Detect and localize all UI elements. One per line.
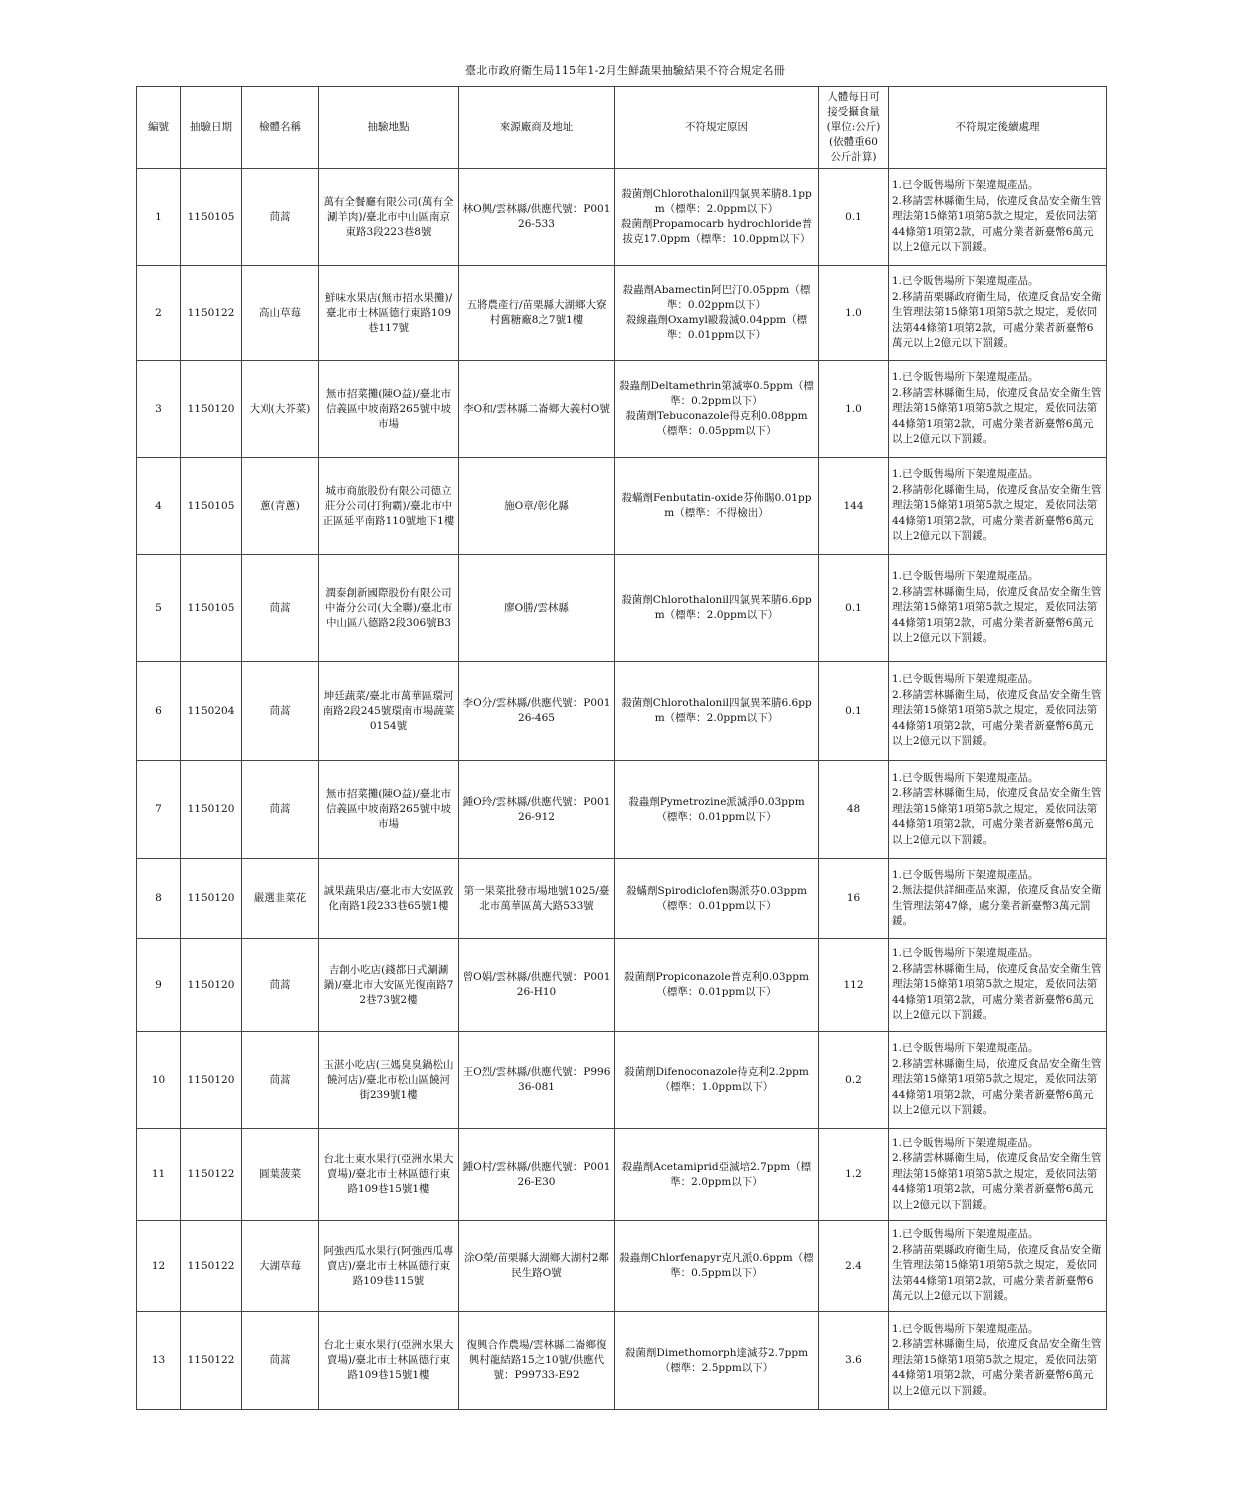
handling-line: 2.無法提供詳細產品來源，依違反食品安全衛生管理法第47條，處分業者新臺幣3萬元罰鍰。 (892, 884, 1102, 927)
handling-line: 1.已令販售場所下架違規產品。 (892, 947, 1039, 960)
cell-no: 7 (137, 761, 181, 859)
table-row (137, 555, 1107, 662)
cell-date: 1150120 (181, 761, 242, 859)
cell-reason (615, 761, 819, 859)
cell-place: 玉湛小吃店(三媽臭臭鍋松山饒河店)/臺北市松山區饒河街239號1樓 (319, 1032, 459, 1129)
cell-intake: 1.0 (819, 266, 889, 361)
reason-line: 殺蟲劑Acetamiprid亞滅培2.7ppm（標準：2.0ppm以下） (621, 1160, 812, 1188)
cell-place: 坤廷蔬菜/臺北市萬華區環河南路2段245號環南市場蔬菜0154號 (319, 662, 459, 761)
cell-date: 1150120 (181, 939, 242, 1032)
cell-source: 第一果菜批發市場地號1025/臺北市萬華區萬大路533號 (459, 859, 615, 939)
cell-place: 誠果蔬果店/臺北市大安區敦化南路1段233巷65號1樓 (319, 859, 459, 939)
cell-place: 萬有全餐廳有限公司(萬有全涮羊肉)/臺北市中山區南京東路3段223巷8號 (319, 169, 459, 266)
cell-intake: 1.2 (819, 1129, 889, 1221)
table-header-row (137, 87, 1107, 169)
table-row (137, 761, 1107, 859)
reason-line: 殺菌劑Difenoconazole待克利2.2ppm（標準：1.0ppm以下） (624, 1066, 809, 1093)
cell-source: 復興合作農場/雲林縣二崙鄉復興村龍結路15之10號/供應代號：P99733-E92 (459, 1312, 615, 1410)
noncompliance-table (136, 86, 1107, 1410)
handling-line: 1.已令販售場所下架違規產品。 (892, 570, 1039, 583)
cell-place: 無市招菜攤(陳O益)/臺北市信義區中坡南路265號中坡市場 (319, 761, 459, 859)
cell-item: 蔥(青蔥) (242, 458, 319, 555)
cell-no: 12 (137, 1221, 181, 1312)
handling-line: 2.移請雲林縣衛生局，依違反食品安全衛生管理法第15條第1項第5款之規定，爰依同法第44條第1項第2款，可處分業者新臺幣6萬元以上2億元以下罰鍰。 (892, 787, 1102, 846)
table-row (137, 169, 1107, 266)
reason-line: 殺菌劑Chlorothalonil四氯異苯腈6.6ppm（標準：2.0ppm以下） (621, 594, 812, 621)
cell-item: 茼蒿 (242, 555, 319, 662)
table-row (137, 266, 1107, 361)
cell-item: 圓葉菠菜 (242, 1129, 319, 1221)
header-item: 檢體名稱 (242, 87, 319, 169)
handling-line: 2.移請雲林縣衛生局，依違反食品安全衛生管理法第15條第1項第5款之規定，爰依同法第44條第1項第2款，可處分業者新臺幣6萬元以上2億元以下罰鍰。 (892, 1152, 1102, 1211)
table-row (137, 1221, 1107, 1312)
handling-line: 2.移請雲林縣衛生局，依違反食品安全衛生管理法第15條第1項第5款之規定，爰依同法第44條第1項第2款，可處分業者新臺幣6萬元以上2億元以下罰鍰。 (892, 194, 1102, 254)
cell-handling (889, 1221, 1107, 1312)
cell-date: 1150122 (181, 1221, 242, 1312)
cell-date: 1150122 (181, 1312, 242, 1410)
cell-reason (615, 361, 819, 458)
handling-line: 2.移請苗栗縣政府衛生局，依違反食品安全衛生管理法第15條第1項第5款之規定，爰依同法第44條第1項第2款，可處分業者新臺幣6萬元以上2億元以下罰鍰。 (892, 1243, 1102, 1303)
cell-handling (889, 939, 1107, 1032)
reason-line: 殺菌劑Propiconazole普克利0.03ppm（標準：0.01ppm以下） (624, 971, 809, 998)
cell-reason (615, 169, 819, 266)
cell-item: 茼蒿 (242, 1312, 319, 1410)
cell-intake: 16 (819, 859, 889, 939)
cell-no: 8 (137, 859, 181, 939)
cell-reason (615, 266, 819, 361)
handling-line: 2.移請苗栗縣政府衛生局，依違反食品安全衛生管理法第15條第1項第5款之規定，爰依同法第44條第1項第2款，可處分業者新臺幣6萬元以上2億元以下罰鍰。 (892, 290, 1102, 350)
cell-reason (615, 859, 819, 939)
table-body (137, 169, 1107, 1410)
cell-place: 台北士東水果行(亞洲水果大賣場)/臺北市士林區德行東路109巷15號1樓 (319, 1312, 459, 1410)
handling-line: 2.移請雲林縣衛生局，依違反食品安全衛生管理法第15條第1項第5款之規定，爰依同法第44條第1項第2款，可處分業者新臺幣6萬元以上2億元以下罰鍰。 (892, 585, 1102, 645)
cell-intake: 0.1 (819, 169, 889, 266)
reason-line: 殺菌劑Tebuconazole得克利0.08ppm（標準：0.05ppm以下） (625, 410, 808, 437)
cell-handling (889, 662, 1107, 761)
cell-no: 3 (137, 361, 181, 458)
cell-source: 施O章/彰化縣 (459, 458, 615, 555)
cell-place: 鮮味水果店(無市招水果攤)/臺北市士林區德行東路109巷117號 (319, 266, 459, 361)
reason-line: 殺蟲劑Deltamethrin第滅寧0.5ppm（標準：0.2ppm以下） (619, 380, 814, 407)
cell-no: 9 (137, 939, 181, 1032)
reason-line: 殺菌劑Propamocarb hydrochloride普拔克17.0ppm（標準：10.0ppm以下） (620, 218, 813, 245)
cell-intake: 2.4 (819, 1221, 889, 1312)
handling-line: 1.已令販售場所下架違規產品。 (892, 673, 1039, 686)
handling-line: 2.移請雲林縣衛生局，依違反食品安全衛生管理法第15條第1項第5款之規定，爰依同法第44條第1項第2款，可處分業者新臺幣6萬元以上2億元以下罰鍰。 (892, 962, 1102, 1022)
cell-source: 曾O娟/雲林縣/供應代號：P00126-H10 (459, 939, 615, 1032)
table-row (137, 361, 1107, 458)
handling-line: 1.已令販售場所下架違規產品。 (892, 275, 1039, 288)
cell-place: 城市商旅股份有限公司德立莊分公司(打狗霸)/臺北市中正區延平南路110號地下1樓 (319, 458, 459, 555)
header-handling: 不符規定後續處理 (889, 87, 1107, 169)
cell-place: 阿強西瓜水果行(阿強西瓜專賣店)/臺北市士林區德行東路109巷115號 (319, 1221, 459, 1312)
cell-no: 1 (137, 169, 181, 266)
cell-date: 1150122 (181, 266, 242, 361)
handling-line: 1.已令販售場所下架違規產品。 (892, 771, 1039, 784)
cell-intake: 144 (819, 458, 889, 555)
handling-line: 2.移請彰化縣衛生局，依違反食品安全衛生管理法第15條第1項第5款之規定，爰依同法第44條第1項第2款，可處分業者新臺幣6萬元以上2億元以下罰鍰。 (892, 483, 1102, 543)
handling-line: 1.已令販售場所下架違規產品。 (892, 371, 1039, 384)
cell-date: 1150105 (181, 458, 242, 555)
cell-source: 林O興/雲林縣/供應代號：P00126-533 (459, 169, 615, 266)
reason-line: 殺蟲劑Chlorfenapyr克凡派0.6ppm（標準：0.5ppm以下） (619, 1252, 814, 1279)
cell-handling (889, 1129, 1107, 1221)
document-title: 臺北市政府衛生局115年1-2月生鮮蔬果抽驗結果不符合規定名冊 (465, 64, 785, 77)
cell-no: 4 (137, 458, 181, 555)
header-intake: 人體每日可接受攝食量(單位:公斤)(依體重60公斤計算) (819, 87, 889, 169)
handling-line: 1.已令販售場所下架違規產品。 (892, 468, 1039, 481)
cell-source: 涂O榮/苗栗縣大湖鄉大湖村2鄰民生路O號 (459, 1221, 615, 1312)
cell-item: 嚴選韭菜花 (242, 859, 319, 939)
cell-source: 鍾O玲/雲林縣/供應代號：P00126-912 (459, 761, 615, 859)
cell-date: 1150120 (181, 1032, 242, 1129)
table-row (137, 458, 1107, 555)
cell-intake: 3.6 (819, 1312, 889, 1410)
cell-source: 王O烈/雲林縣/供應代號：P99636-081 (459, 1032, 615, 1129)
cell-reason (615, 1221, 819, 1312)
reason-line: 殺蟲劑Abamectin阿巴汀0.05ppm（標準：0.02ppm以下） (622, 284, 811, 311)
cell-handling (889, 761, 1107, 859)
table-row (137, 1129, 1107, 1221)
table-row (137, 939, 1107, 1032)
handling-line: 2.移請雲林縣衛生局，依違反食品安全衛生管理法第15條第1項第5款之規定，爰依同法第44條第1項第2款，可處分業者新臺幣6萬元以上2億元以下罰鍰。 (892, 688, 1102, 748)
cell-date: 1150105 (181, 169, 242, 266)
table-row (137, 1312, 1107, 1410)
reason-line: 殺菌劑Dimethomorph達滅芬2.7ppm（標準：2.5ppm以下） (624, 1346, 809, 1374)
cell-source: 李O和/雲林縣二崙鄉大義村O號 (459, 361, 615, 458)
header-date: 抽驗日期 (181, 87, 242, 169)
cell-reason (615, 1032, 819, 1129)
header-source: 來源廠商及地址 (459, 87, 615, 169)
cell-date: 1150122 (181, 1129, 242, 1221)
cell-reason (615, 1312, 819, 1410)
cell-reason (615, 555, 819, 662)
cell-no: 11 (137, 1129, 181, 1221)
cell-handling (889, 266, 1107, 361)
cell-item: 高山草莓 (242, 266, 319, 361)
cell-intake: 112 (819, 939, 889, 1032)
header-reason: 不符規定原因 (615, 87, 819, 169)
cell-item: 茼蒿 (242, 662, 319, 761)
cell-date: 1150105 (181, 555, 242, 662)
cell-place: 潤泰創新國際股份有限公司中崙分公司(大全聯)/臺北市中山區八德路2段306號B3 (319, 555, 459, 662)
cell-no: 10 (137, 1032, 181, 1129)
table-row (137, 662, 1107, 761)
cell-item: 大刈(大芥菜) (242, 361, 319, 458)
cell-intake: 0.1 (819, 555, 889, 662)
handling-line: 2.移請雲林縣衛生局，依違反食品安全衛生管理法第15條第1項第5款之規定，爰依同法第44條第1項第2款，可處分業者新臺幣6萬元以上2億元以下罰鍰。 (892, 1338, 1102, 1397)
cell-handling (889, 555, 1107, 662)
cell-intake: 48 (819, 761, 889, 859)
cell-place: 台北士東水果行(亞洲水果大賣場)/臺北市士林區德行東路109巷15號1樓 (319, 1129, 459, 1221)
handling-line: 1.已令販售場所下架違規產品。 (892, 1322, 1039, 1335)
cell-intake: 1.0 (819, 361, 889, 458)
cell-reason (615, 662, 819, 761)
cell-source: 鍾O村/雲林縣/供應代號：P00126-E30 (459, 1129, 615, 1221)
reason-line: 殺蟎劑Spirodiclofen賜派芬0.03ppm（標準：0.01ppm以下） (626, 884, 807, 912)
cell-source: 五將農產行/苗栗縣大湖鄉大寮村舊糖廠8之7號1樓 (459, 266, 615, 361)
handling-line: 2.移請雲林縣衛生局，依違反食品安全衛生管理法第15條第1項第5款之規定，爰依同法第44條第1項第2款，可處分業者新臺幣6萬元以上2億元以下罰鍰。 (892, 386, 1102, 446)
cell-handling (889, 1032, 1107, 1129)
cell-no: 6 (137, 662, 181, 761)
handling-line: 1.已令販售場所下架違規產品。 (892, 179, 1039, 192)
cell-intake: 0.2 (819, 1032, 889, 1129)
cell-intake: 0.1 (819, 662, 889, 761)
cell-date: 1150204 (181, 662, 242, 761)
cell-handling (889, 361, 1107, 458)
table-row (137, 1032, 1107, 1129)
handling-line: 1.已令販售場所下架違規產品。 (892, 868, 1039, 881)
reason-line: 殺線蟲劑Oxamyl毆殺滅0.04ppm（標準：0.01ppm以下） (625, 314, 808, 341)
cell-handling (889, 859, 1107, 939)
handling-line: 1.已令販售場所下架違規產品。 (892, 1136, 1039, 1149)
table-row (137, 859, 1107, 939)
cell-item: 茼蒿 (242, 761, 319, 859)
header-place: 抽驗地點 (319, 87, 459, 169)
cell-date: 1150120 (181, 361, 242, 458)
cell-place: 吉創小吃店(錢都日式涮涮鍋)/臺北市大安區光復南路72巷73號2樓 (319, 939, 459, 1032)
handling-line: 1.已令販售場所下架違規產品。 (892, 1228, 1039, 1241)
cell-item: 大湖草莓 (242, 1221, 319, 1312)
cell-item: 茼蒿 (242, 939, 319, 1032)
cell-reason (615, 458, 819, 555)
handling-line: 2.移請雲林縣衛生局，依違反食品安全衛生管理法第15條第1項第5款之規定，爰依同法第44條第1項第2款，可處分業者新臺幣6萬元以上2億元以下罰鍰。 (892, 1057, 1102, 1117)
cell-reason (615, 939, 819, 1032)
handling-line: 1.已令販售場所下架違規產品。 (892, 1042, 1039, 1055)
cell-no: 13 (137, 1312, 181, 1410)
cell-no: 2 (137, 266, 181, 361)
reason-line: 殺蟎劑Fenbutatin-oxide芬佈賜0.01ppm（標準：不得檢出） (621, 492, 812, 519)
cell-source: 廖O勝/雲林縣 (459, 555, 615, 662)
cell-handling (889, 1312, 1107, 1410)
cell-handling (889, 169, 1107, 266)
reason-line: 殺蟲劑Pymetrozine派滅淨0.03ppm（標準：0.01ppm以下） (628, 795, 805, 823)
header-no: 編號 (137, 87, 181, 169)
cell-date: 1150120 (181, 859, 242, 939)
cell-no: 5 (137, 555, 181, 662)
reason-line: 殺菌劑Chlorothalonil四氯異苯腈8.1ppm（標準：2.0ppm以下） (621, 188, 812, 215)
cell-handling (889, 458, 1107, 555)
cell-item: 茼蒿 (242, 1032, 319, 1129)
cell-place: 無市招菜攤(陳O益)/臺北市信義區中坡南路265號中坡市場 (319, 361, 459, 458)
cell-source: 李O分/雲林縣/供應代號：P00126-465 (459, 662, 615, 761)
cell-item: 茼蒿 (242, 169, 319, 266)
cell-reason (615, 1129, 819, 1221)
reason-line: 殺菌劑Chlorothalonil四氯異苯腈6.6ppm（標準：2.0ppm以下） (621, 697, 812, 724)
